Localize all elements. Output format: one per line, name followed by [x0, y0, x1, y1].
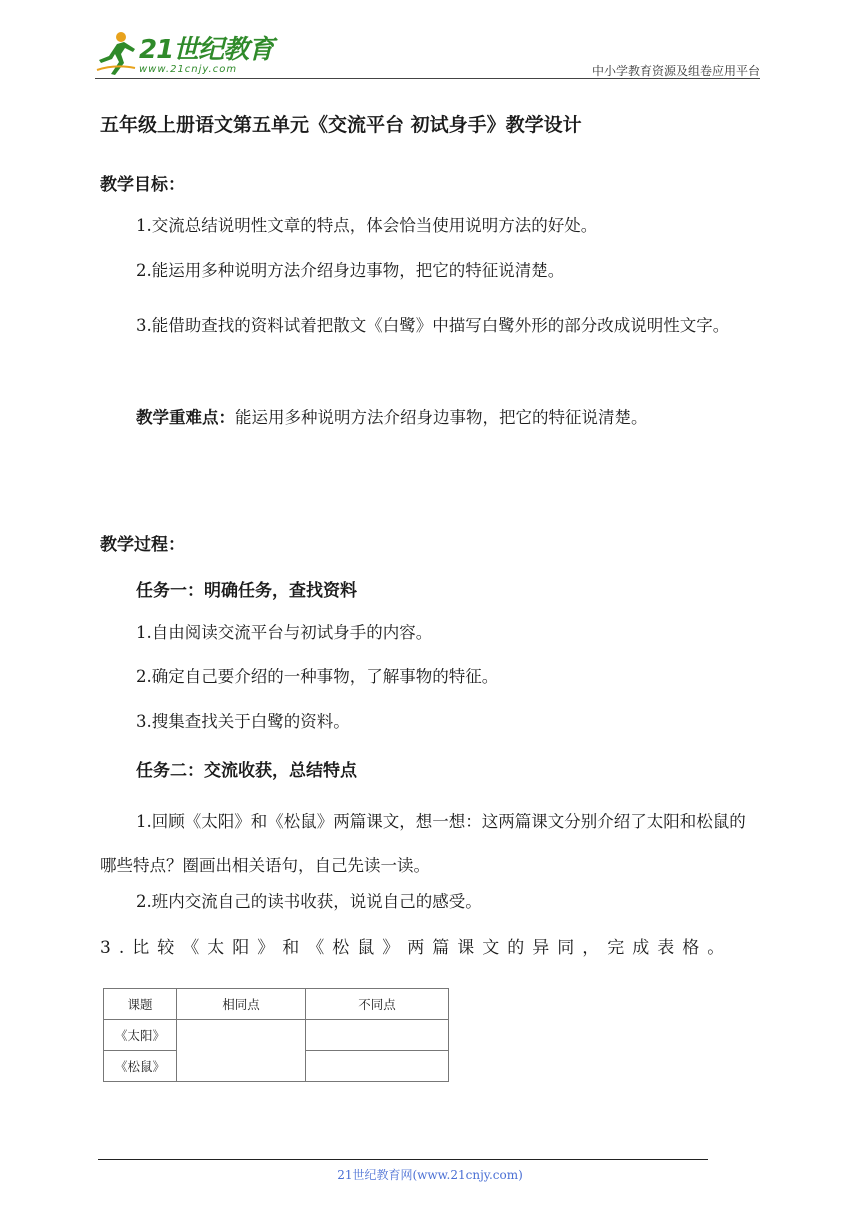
process-heading: 教学过程：	[100, 535, 185, 555]
platform-name: 中小学教育资源及组卷应用平台	[591, 64, 760, 78]
goal-item: 1.交流总结说明性文章的特点，体会恰当使用说明方法的好处。	[136, 216, 598, 235]
task2-title: 任务二：交流收获，总结特点	[136, 761, 357, 781]
table-cell-empty[interactable]	[306, 1051, 449, 1082]
table-cell-empty[interactable]	[306, 1020, 449, 1051]
task2-item: 3.比较《太阳》和《松鼠》两篇课文的异同，完成表格。	[100, 938, 733, 958]
logo-url: www.21cnjy.com	[139, 64, 238, 75]
page-header	[95, 30, 760, 80]
task1-item: 3.搜集查找关于白鹭的资料。	[136, 712, 350, 731]
logo-wordmark: 21世纪教育	[139, 35, 274, 65]
comparison-table	[103, 988, 449, 1082]
key-point-label: 教学重难点：	[136, 408, 235, 427]
table-row	[104, 1020, 449, 1051]
task2-item: 1.回顾《太阳》和《松鼠》两篇课文，想一想：这两篇课文分别介绍了太阳和松鼠的哪些特点？圈画出相关语句，自己先读一读。	[100, 812, 746, 875]
table-header-cell: 课题	[104, 989, 177, 1020]
table-header-row	[104, 989, 449, 1020]
runner-logo-icon	[95, 30, 137, 76]
table-row-label: 《太阳》	[104, 1020, 177, 1051]
task1-item: 1.自由阅读交流平台与初试身手的内容。	[136, 623, 433, 642]
site-logo[interactable]	[95, 30, 273, 76]
goals-heading: 教学目标：	[100, 175, 185, 195]
footer-link[interactable]: 21世纪教育网(www.21cnjy.com)	[337, 1168, 523, 1182]
table-header-cell: 相同点	[177, 989, 306, 1020]
key-point-text: 能运用多种说明方法介绍身边事物，把它的特征说清楚。	[235, 408, 648, 427]
header-divider	[95, 78, 760, 79]
key-point	[100, 397, 760, 439]
task1-item: 2.确定自己要介绍的一种事物，了解事物的特征。	[136, 667, 499, 686]
page-title: 五年级上册语文第五单元《交流平台 初试身手》教学设计	[100, 114, 582, 136]
goal-item: 2.能运用多种说明方法介绍身边事物，把它的特征说清楚。	[136, 261, 565, 280]
goal-item: 3.能借助查找的资料试着把散文《白鹭》中描写白鹭外形的部分改成说明性文字。	[136, 316, 730, 335]
task2-item: 2.班内交流自己的读书收获，说说自己的感受。	[136, 892, 482, 911]
table-row-label: 《松鼠》	[104, 1051, 177, 1082]
footer-divider	[98, 1159, 708, 1160]
task1-title: 任务一：明确任务，查找资料	[136, 581, 357, 601]
table-header-cell: 不同点	[306, 989, 449, 1020]
table-cell-empty[interactable]	[177, 1020, 306, 1082]
